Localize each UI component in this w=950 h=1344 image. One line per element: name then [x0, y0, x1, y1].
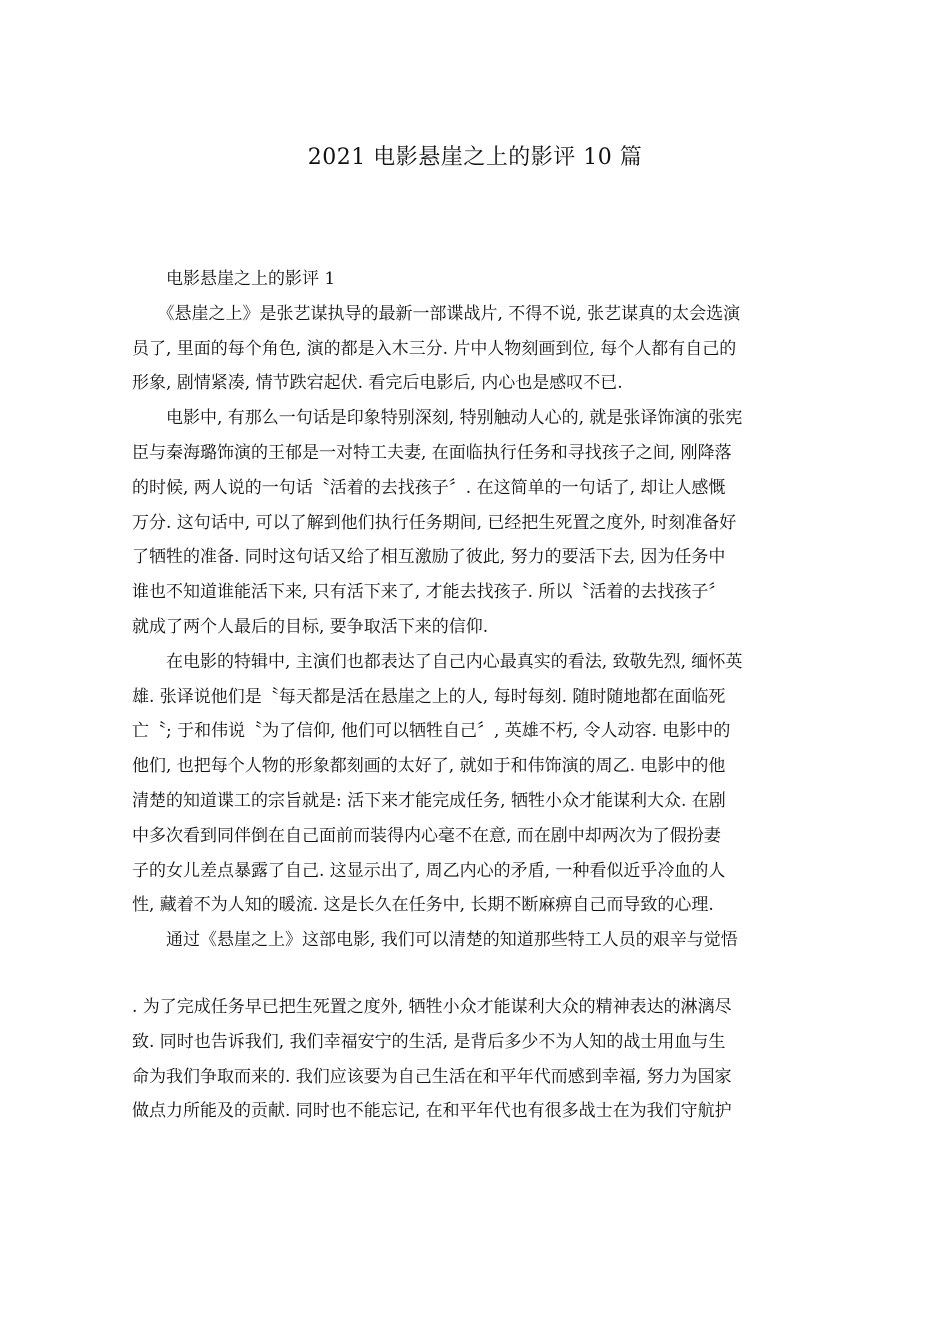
- text-line: 就成了两个人最后的目标, 要争取活下来的信仰.: [132, 616, 489, 637]
- text-line: 致. 同时也告诉我们, 我们幸福安宁的生活, 是背后多少不为人知的战士用血与生: [132, 1031, 726, 1052]
- text-line: 亡〝; 于和伟说〝为了信仰, 他们可以牺牲自己〞, 英雄不朽, 令人动容. 电影中的: [132, 721, 731, 742]
- text-line: 臣与秦海璐饰演的王郁是一对特工夫妻, 在面临执行任务和寻找孩子之间, 刚降落: [132, 442, 732, 463]
- text-line: 员了, 里面的每个角色, 演的都是入木三分. 片中人物刻画到位, 每个人都有自己的: [132, 338, 737, 359]
- text-line: 谁也不知道谁能活下来, 只有活下来了, 才能去找孩子. 所以〝活着的去找孩子〞: [132, 582, 726, 603]
- text-line: 清楚的知道谍工的宗旨就是: 活下来才能完成任务, 牺牲小众才能谋利大众. 在剧: [132, 790, 726, 811]
- text-line: 子的女儿差点暴露了自己. 这显示出了, 周乙内心的矛盾, 一种看似近乎冷血的人: [132, 860, 726, 881]
- paragraph-block-1: [132, 262, 832, 958]
- text-line: 的时候, 两人说的一句话〝活着的去找孩子〞. 在这简单的一句话了, 却让人感慨: [132, 477, 726, 498]
- text-line: 在电影的特辑中, 主演们也都表达了自己内心最真实的看法, 致敬先烈, 缅怀英: [132, 651, 743, 672]
- text-line: 《悬崖之上》是张艺谋执导的最新一部谍战片, 不得不说, 张艺谋真的太会选演: [132, 303, 741, 324]
- text-line: 万分. 这句话中, 可以了解到他们执行任务期间, 已经把生死置之度外, 时刻准备好: [132, 512, 737, 533]
- document-body: [132, 262, 832, 1129]
- text-line: 了牺牲的准备. 同时这句话又给了相互激励了彼此, 努力的要活下去, 因为任务中: [132, 547, 726, 568]
- text-line: 性, 藏着不为人知的暖流. 这是长久在任务中, 长期不断麻痹自己而导致的心理.: [132, 895, 714, 916]
- text-line: 他们, 也把每个人物的形象都刻画的太好了, 就如于和伟饰演的周乙. 电影中的他: [132, 756, 726, 777]
- text-line: 中多次看到同伴倒在自己面前而装得内心毫不在意, 而在剧中却两次为了假扮妻: [132, 825, 721, 846]
- text-line: 命为我们争取而来的. 我们应该要为自己生活在和平年代而感到幸福, 努力为国家: [132, 1066, 732, 1087]
- paragraph-block-2: [132, 990, 832, 1129]
- text-line: 雄. 张译说他们是〝每天都是活在悬崖之上的人, 每时每刻. 随时随地都在面临死: [132, 686, 726, 707]
- text-line: . 为了完成任务早已把生死置之度外, 牺牲小众才能谋利大众的精神表达的淋漓尽: [132, 996, 732, 1017]
- text-line: 电影中, 有那么一句话是印象特别深刻, 特别触动人心的, 就是张译饰演的张宪: [132, 408, 743, 429]
- text-line: 做点力所能及的贡献. 同时也不能忘记, 在和平年代也有很多战士在为我们守航护: [132, 1101, 732, 1122]
- text-line: 形象, 剧情紧凑, 情节跌宕起伏. 看完后电影后, 内心也是感叹不已.: [132, 373, 623, 394]
- text-line: 通过《悬崖之上》这部电影, 我们可以清楚的知道那些特工人员的艰辛与觉悟: [132, 930, 738, 951]
- page-break-gap: [132, 958, 832, 990]
- document-title: 2021 电影悬崖之上的影评 10 篇: [307, 145, 643, 170]
- text-line: 电影悬崖之上的影评 1: [132, 269, 336, 289]
